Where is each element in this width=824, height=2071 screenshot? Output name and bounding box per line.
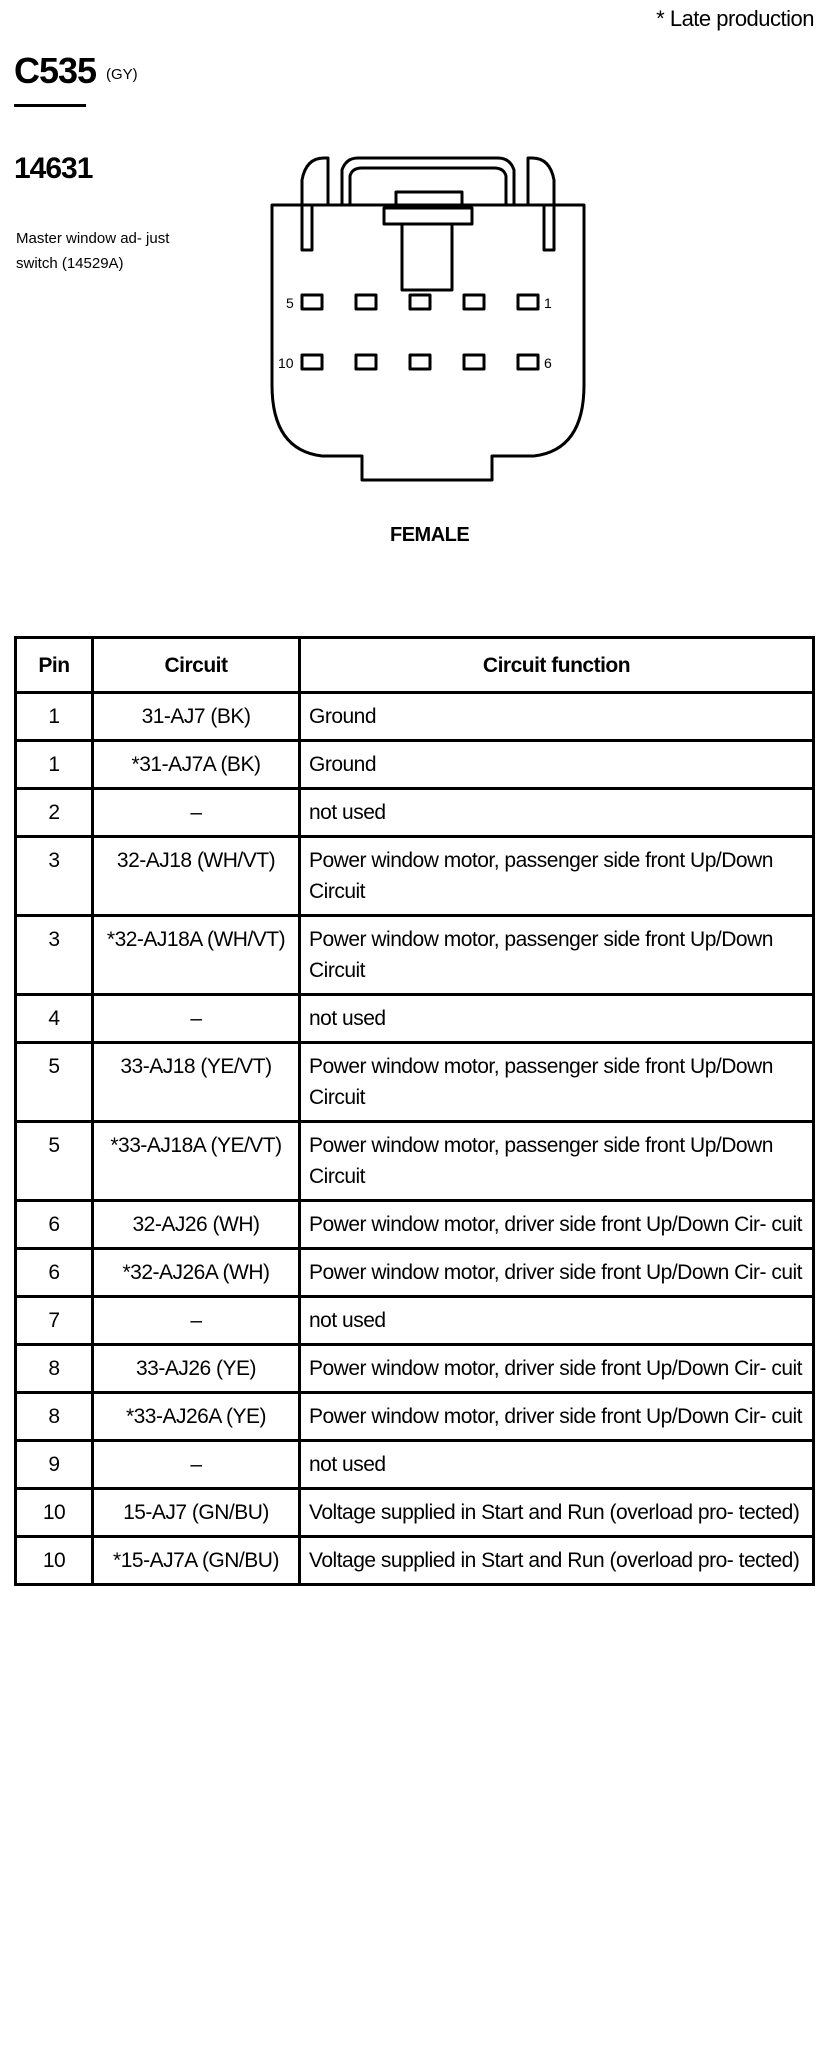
- circuit-cell: *31-AJ7A (BK): [93, 741, 300, 789]
- header-circuit-function: Circuit function: [300, 638, 814, 693]
- late-production-note: * Late production: [656, 6, 814, 31]
- circuit-cell: 32-AJ18 (WH/VT): [93, 837, 300, 916]
- pin-cell: 4: [16, 995, 93, 1043]
- table-row: [16, 789, 814, 837]
- pin-cell: 6: [16, 1201, 93, 1249]
- circuit-cell: *33-AJ26A (YE): [93, 1393, 300, 1441]
- circuit-cell: –: [93, 995, 300, 1043]
- circuit-function-cell: not used: [300, 995, 814, 1043]
- table-row: [16, 1345, 814, 1393]
- connector-id: C535: [14, 50, 97, 91]
- table-row: [16, 995, 814, 1043]
- pin-cell: 1: [16, 693, 93, 741]
- pin-cell: 5: [16, 1043, 93, 1122]
- circuit-cell: 33-AJ26 (YE): [93, 1345, 300, 1393]
- circuit-function-cell: Power window motor, driver side front Up/Down Cir- cuit: [300, 1393, 814, 1441]
- connector-face-diagram: [262, 150, 592, 500]
- pin-cell: 6: [16, 1249, 93, 1297]
- table-row: [16, 1201, 814, 1249]
- header-pin: Pin: [16, 638, 93, 693]
- pin-cell: 5: [16, 1122, 93, 1201]
- circuit-cell: *33-AJ18A (YE/VT): [93, 1122, 300, 1201]
- table-row: [16, 1537, 814, 1585]
- circuit-function-cell: Power window motor, driver side front Up/Down Cir- cuit: [300, 1345, 814, 1393]
- circuit-function-cell: Power window motor, driver side front Up/Down Cir- cuit: [300, 1249, 814, 1297]
- circuit-function-cell: Ground: [300, 741, 814, 789]
- table-row: [16, 1043, 814, 1122]
- circuit-function-cell: not used: [300, 1441, 814, 1489]
- connector-gender-label: FEMALE: [390, 524, 470, 546]
- circuit-function-cell: Ground: [300, 693, 814, 741]
- component-description: Master window ad- just switch (14529A): [16, 230, 170, 272]
- circuit-function-cell: Power window motor, driver side front Up/Down Cir- cuit: [300, 1201, 814, 1249]
- pin-cell: 3: [16, 916, 93, 995]
- circuit-function-cell: Power window motor, passenger side front Up/Down Circuit: [300, 837, 814, 916]
- circuit-cell: 32-AJ26 (WH): [93, 1201, 300, 1249]
- circuit-cell: *32-AJ18A (WH/VT): [93, 916, 300, 995]
- circuit-cell: 33-AJ18 (YE/VT): [93, 1043, 300, 1122]
- table-row: [16, 916, 814, 995]
- circuit-function-cell: Voltage supplied in Start and Run (overload pro- tected): [300, 1537, 814, 1585]
- pin-table: [14, 636, 815, 1586]
- circuit-cell: 31-AJ7 (BK): [93, 693, 300, 741]
- table-row: [16, 1249, 814, 1297]
- table-row: [16, 741, 814, 789]
- circuit-cell: 15-AJ7 (GN/BU): [93, 1489, 300, 1537]
- circuit-cell: –: [93, 789, 300, 837]
- circuit-function-cell: Power window motor, passenger side front Up/Down Circuit: [300, 916, 814, 995]
- pin-label-bottom-right: 6: [544, 355, 552, 371]
- connector-color: (GY): [106, 66, 138, 83]
- circuit-cell: –: [93, 1441, 300, 1489]
- pin-cell: 10: [16, 1537, 93, 1585]
- part-number: 14631: [14, 152, 93, 185]
- pin-label-top-right: 1: [544, 295, 552, 311]
- pin-cell: 8: [16, 1345, 93, 1393]
- table-row: [16, 1297, 814, 1345]
- circuit-cell: *32-AJ26A (WH): [93, 1249, 300, 1297]
- table-row: [16, 1441, 814, 1489]
- pin-label-bottom-left: 10: [278, 355, 294, 371]
- connector-id-underline: [14, 104, 86, 107]
- pin-cell: 2: [16, 789, 93, 837]
- table-header-row: [16, 638, 814, 693]
- pin-cell: 9: [16, 1441, 93, 1489]
- pin-cell: 8: [16, 1393, 93, 1441]
- pin-cell: 3: [16, 837, 93, 916]
- pin-label-top-left: 5: [286, 295, 294, 311]
- circuit-cell: –: [93, 1297, 300, 1345]
- table-row: [16, 693, 814, 741]
- circuit-cell: *15-AJ7A (GN/BU): [93, 1537, 300, 1585]
- header-circuit: Circuit: [93, 638, 300, 693]
- table-row: [16, 1122, 814, 1201]
- circuit-function-cell: not used: [300, 1297, 814, 1345]
- pin-cell: 1: [16, 741, 93, 789]
- pin-cell: 7: [16, 1297, 93, 1345]
- circuit-function-cell: Power window motor, passenger side front Up/Down Circuit: [300, 1043, 814, 1122]
- table-row: [16, 837, 814, 916]
- circuit-function-cell: Power window motor, passenger side front Up/Down Circuit: [300, 1122, 814, 1201]
- table-row: [16, 1393, 814, 1441]
- pin-cell: 10: [16, 1489, 93, 1537]
- circuit-function-cell: Voltage supplied in Start and Run (overload pro- tected): [300, 1489, 814, 1537]
- circuit-function-cell: not used: [300, 789, 814, 837]
- table-row: [16, 1489, 814, 1537]
